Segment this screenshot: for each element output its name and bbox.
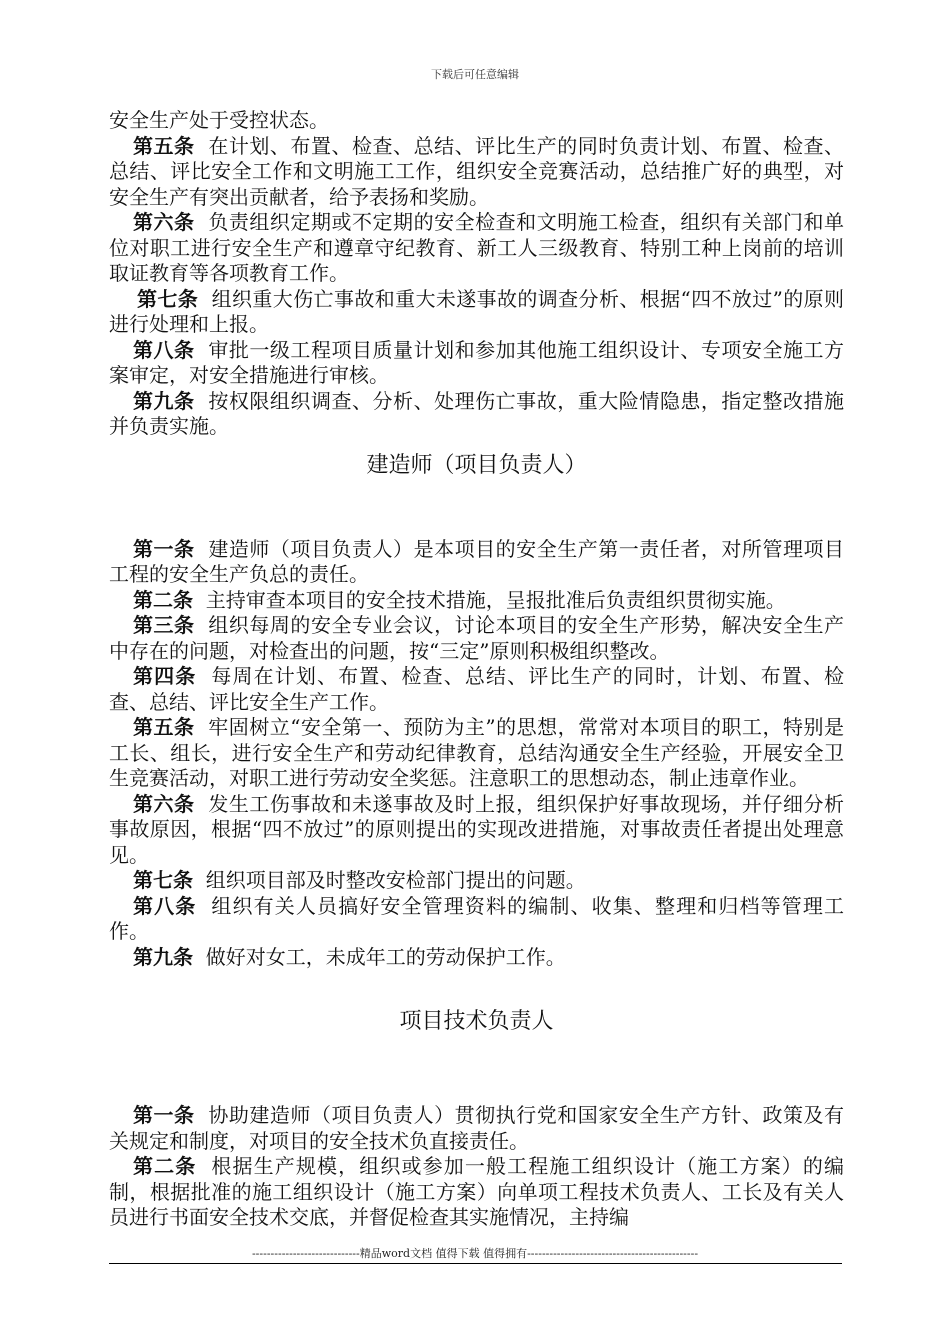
footer-divider [109, 1263, 842, 1264]
article-1: 第一条 建造师（项目负责人）是本项目的安全生产第一责任者，对所管理项目工程的安全生产负总的责任。 [109, 536, 845, 586]
document-body [109, 108, 844, 1231]
article-8: 第八条 审批一级工程项目质量计划和参加其他施工组织设计、专项安全施工方案审定，对安全措施进行审核。 [109, 337, 845, 387]
article-3: 第三条 组织每周的安全专业会议，讨论本项目的安全生产形势，解决安全生产中存在的问题，对检查出的问题，按“三定”原则积极组织整改。 [109, 613, 845, 663]
footer-note: -----------------------------精品word文档 值得下载 值得拥有---------------------------------------------- [251, 1247, 699, 1260]
article-2: 第二条 根据生产规模，组织或参加一般工程施工组织设计（施工方案）的编制，根据批准的施工组织设计（施工方案）向单项工程技术负责人、工长及有关人员进行书面安全技术交底，并督促检查其实施情况，主持编 [109, 1154, 845, 1229]
section1-articles [109, 134, 844, 440]
article-9: 第九条 按权限组织调查、分析、处理伤亡事故，重大险情隐患，指定整改措施并负责实施。 [109, 388, 845, 438]
article-7: 第七条 组织项目部及时整改安检部门提出的问题。 [133, 868, 586, 892]
article-6: 第六条 发生工伤事故和未遂事故及时上报，组织保护好事故现场，并仔细分析事故原因，根据“四不放过”的原则提出的实现改进措施，对事故责任者提出处理意见。 [109, 791, 845, 867]
article-7: 第七条 组织重大伤亡事故和重大未遂事故的调查分析、根据“四不放过”的原则进行处理和上报。 [109, 286, 844, 336]
article-4: 第四条 每周在计划、布置、检查、总结、评比生产的同时，计划、布置、检查、总结、评比安全生产工作。 [109, 664, 845, 714]
article-2: 第二条 主持审查本项目的安全技术措施，呈报批准后负责组织贯彻实施。 [133, 587, 786, 612]
section-title-technical-lead: 项目技术负责人 [399, 1009, 554, 1034]
article-9: 第九条 做好对女工，未成年工的劳动保护工作。 [133, 944, 566, 969]
article-6: 第六条 负责组织定期或不定期的安全检查和文明施工检查，组织有关部门和单位对职工进行安全生产和遵章守纪教育、新工人三级教育、特别工种上岗前的培训取证教育等各项教育工作。 [109, 210, 845, 285]
header-note: 下载后可任意编辑 [431, 68, 519, 81]
section-title-constructor: 建造师（项目负责人） [366, 452, 587, 478]
intro-line: 安全生产处于受控状态。 [109, 108, 329, 132]
article-8: 第八条 组织有关人员搞好安全管理资料的编制、收集、整理和归档等管理工作。 [109, 893, 845, 943]
article-1: 第一条 协助建造师（项目负责人）贯彻执行党和国家安全生产方针、政策及有关规定和制度，对项目的安全技术负直接责任。 [109, 1103, 845, 1153]
section2-articles [109, 537, 844, 971]
article-5: 第五条 在计划、布置、检查、总结、评比生产的同时负责计划、布置、检查、总结、评比安全工作和文明施工工作，组织安全竞赛活动，总结推广好的典型，对安全生产有突出贡献者，给予表扬和奖励。 [109, 133, 845, 209]
article-5: 第五条 牢固树立“安全第一、预防为主”的思想，常常对本项目的职工，特别是工长、组长，进行安全生产和劳动纪律教育，总结沟通安全生产经验，开展安全卫生竞赛活动，对职工进行劳动安全奖惩。注意职工的思想动态，制止违章作业。 [109, 715, 845, 790]
section3-articles [109, 1103, 844, 1231]
